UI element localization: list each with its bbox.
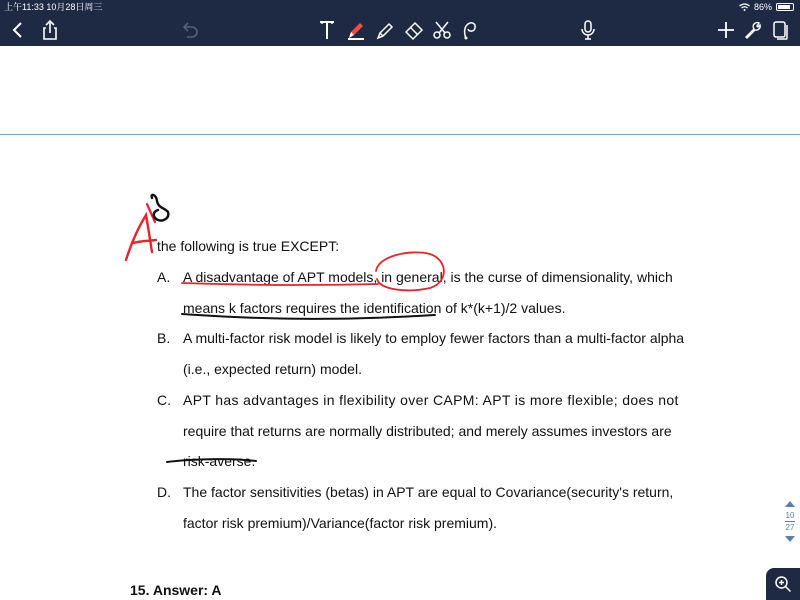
zoom-in-icon — [774, 575, 792, 593]
answer-label: 15. Answer: A — [130, 582, 222, 598]
previous-page-area — [0, 46, 800, 134]
option-c-line-1: APT has advantages in flexibility over CAPM: APT is more flexible; does not — [183, 392, 679, 408]
option-d-line-1: The factor sensitivities (betas) in APT are equal to Covariance(security's return, — [183, 484, 674, 500]
scissors-icon[interactable] — [430, 18, 454, 42]
option-a-line-2: means k factors requires the identification of k*(k+1)/2 values. — [183, 300, 566, 316]
option-b-line-1: A multi-factor risk model is likely to employ fewer factors than a multi-factor alpha — [183, 330, 685, 346]
back-chevron-icon[interactable] — [6, 18, 30, 42]
page-down-icon[interactable] — [784, 535, 796, 543]
lasso-icon[interactable] — [457, 18, 481, 42]
option-b-line-2: (i.e., expected return) model. — [183, 361, 362, 377]
option-d-line-2: factor risk premium)/Variance(factor risk premium). — [183, 515, 498, 531]
current-page: 10 — [785, 511, 795, 520]
status-right — [739, 0, 794, 14]
battery-percent: 86% — [753, 2, 772, 12]
pages-icon[interactable] — [768, 18, 792, 42]
pen-tool-icon[interactable] — [344, 18, 368, 42]
battery-fill — [778, 5, 790, 9]
option-b-letter: B. — [157, 330, 171, 346]
wrench-icon[interactable] — [741, 18, 765, 42]
toolbar — [0, 14, 800, 46]
status-time-date: 上午11:33 10月28日周三 — [4, 2, 103, 12]
document-page[interactable] — [0, 135, 800, 600]
highlighter-icon[interactable] — [373, 18, 397, 42]
option-d-letter: D. — [157, 484, 171, 500]
option-c-line-3: risk-averse. — [183, 453, 256, 469]
microphone-icon[interactable] — [576, 18, 600, 42]
question-stem: the following is true EXCEPT: — [157, 238, 340, 254]
option-c-letter: C. — [157, 392, 171, 408]
option-a-line-1: A disadvantage of APT models, in general, is the curse of dimensionality, which — [183, 269, 673, 285]
total-pages: 27 — [785, 523, 795, 532]
wifi-icon — [739, 3, 750, 11]
text-tool-icon[interactable] — [315, 18, 339, 42]
eraser-icon[interactable] — [402, 18, 426, 42]
status-bar — [0, 0, 800, 14]
share-icon[interactable] — [38, 18, 62, 42]
page-separator — [785, 521, 795, 522]
zoom-button[interactable] — [766, 568, 800, 600]
undo-icon[interactable] — [178, 18, 202, 42]
page-indicator[interactable] — [780, 500, 800, 556]
option-a-letter: A. — [157, 269, 171, 285]
option-c-line-2: require that returns are normally distributed; and merely assumes investors are — [183, 423, 672, 439]
page-up-icon[interactable] — [784, 500, 796, 508]
battery-icon — [776, 3, 794, 11]
add-icon[interactable] — [714, 18, 738, 42]
